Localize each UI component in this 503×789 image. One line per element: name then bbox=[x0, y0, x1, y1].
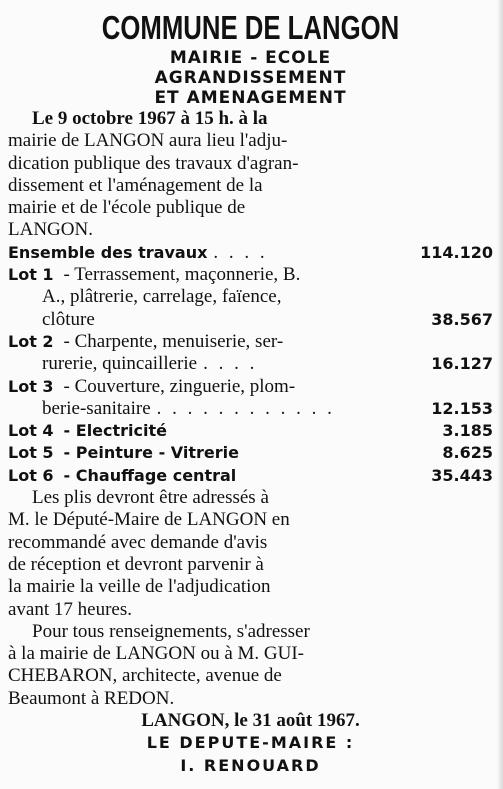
lot-row bbox=[8, 465, 493, 487]
lot-label: Lot 2 bbox=[8, 331, 54, 351]
submission-line-2: M. le Député-Maire de LANGON en bbox=[8, 509, 290, 531]
dot-leader bbox=[242, 465, 425, 487]
subtitle-2: AGRANDISSEMENT bbox=[154, 68, 347, 88]
submission-line-5: la mairie la veille de l'adjudication bbox=[8, 576, 271, 598]
info-line-2: à la mairie de LANGON ou à M. GUI- bbox=[8, 643, 304, 665]
lot-amount: 3.185 bbox=[442, 421, 493, 441]
intro-line-2: mairie de LANGON aura lieu l'adju- bbox=[8, 130, 288, 152]
lot-amount: 35.443 bbox=[431, 465, 493, 485]
lot-continuation bbox=[8, 398, 493, 420]
page-edge-shadow bbox=[497, 0, 503, 789]
lot-text: - Peinture - Vitrerie bbox=[63, 443, 239, 463]
submission-line-4: de réception et devront parvenir à bbox=[8, 553, 264, 575]
intro-line-5: mairie et de l'école publique de bbox=[8, 197, 246, 219]
intro-line-1: Le 9 octobre 1967 à 15 h. à la bbox=[32, 108, 268, 129]
lot-label: Lot 1 bbox=[8, 265, 54, 285]
lot-text: A., plâtrerie, carrelage, faïence, bbox=[42, 286, 282, 308]
lot-text: - Couverture, zinguerie, plom- bbox=[63, 375, 296, 397]
place-date: LANGON, le 31 août 1967. bbox=[141, 710, 360, 732]
lot-label: Lot 4 bbox=[8, 421, 54, 441]
lot-continuation bbox=[8, 286, 493, 308]
lot-continuation bbox=[8, 353, 493, 375]
dot-leader: . . . . bbox=[203, 353, 258, 375]
lot-label: Lot 3 bbox=[8, 376, 54, 396]
lot-text: clôture bbox=[42, 308, 95, 330]
submission-line-1: Les plis devront être adressés à bbox=[32, 487, 269, 509]
submission-line-3: recommandé avec demande d'avis bbox=[8, 531, 268, 553]
info-line-3: CHEBARON, architecte, avenue de bbox=[8, 665, 282, 687]
intro-line-6: LANGON. bbox=[8, 219, 93, 241]
lot-text: - Charpente, menuiserie, ser- bbox=[63, 330, 284, 352]
total-amount: 114.120 bbox=[420, 242, 493, 262]
intro-line-3: dication publique des travaux d'agran- bbox=[8, 152, 299, 174]
lot-text: rurerie, quincaillerie bbox=[42, 353, 198, 375]
subtitle-3: ET AMENAGEMENT bbox=[154, 88, 347, 108]
lot-text: - Terrassement, maçonnerie, B. bbox=[63, 264, 301, 286]
subtitle-1: MAIRIE - ECOLE bbox=[169, 48, 332, 68]
lot-label: Lot 6 bbox=[8, 465, 54, 485]
info-line-4: Beaumont à REDON. bbox=[8, 687, 175, 709]
notice-title: COMMUNE DE LANGON bbox=[101, 9, 400, 46]
lot-text: - Chauffage central bbox=[63, 465, 237, 485]
lot-amount: 8.625 bbox=[442, 443, 493, 463]
lot-label: Lot 5 bbox=[8, 443, 54, 463]
total-label: Ensemble des travaux bbox=[8, 242, 208, 262]
lot-row bbox=[8, 331, 493, 353]
lot-amount: 38.567 bbox=[431, 309, 493, 329]
intro-line-4: dissement et l'aménagement de la bbox=[8, 174, 263, 196]
lot-row bbox=[8, 376, 493, 398]
lot-text: - Electricité bbox=[63, 421, 167, 441]
submission-line-6: avant 17 heures. bbox=[8, 598, 132, 620]
info-line-1: Pour tous renseignements, s'adresser bbox=[32, 620, 310, 642]
lot-amount: 12.153 bbox=[431, 398, 493, 418]
dot-leader bbox=[101, 309, 425, 331]
dot-leader: . . . . . . . . . . . . bbox=[156, 397, 335, 419]
signatory-role: LE DEPUTE-MAIRE : bbox=[146, 733, 355, 753]
lot-text: berie-sanitaire bbox=[42, 397, 151, 419]
lot-continuation bbox=[8, 309, 493, 331]
dot-leader bbox=[245, 442, 436, 464]
dot-leader bbox=[173, 420, 436, 442]
lot-row bbox=[8, 420, 493, 442]
total-row bbox=[8, 242, 493, 264]
lot-row bbox=[8, 442, 493, 464]
lot-row bbox=[8, 264, 493, 286]
signatory-name: I. RENOUARD bbox=[180, 755, 321, 775]
dot-leader: . . . . bbox=[213, 241, 268, 263]
lot-amount: 16.127 bbox=[431, 354, 493, 374]
